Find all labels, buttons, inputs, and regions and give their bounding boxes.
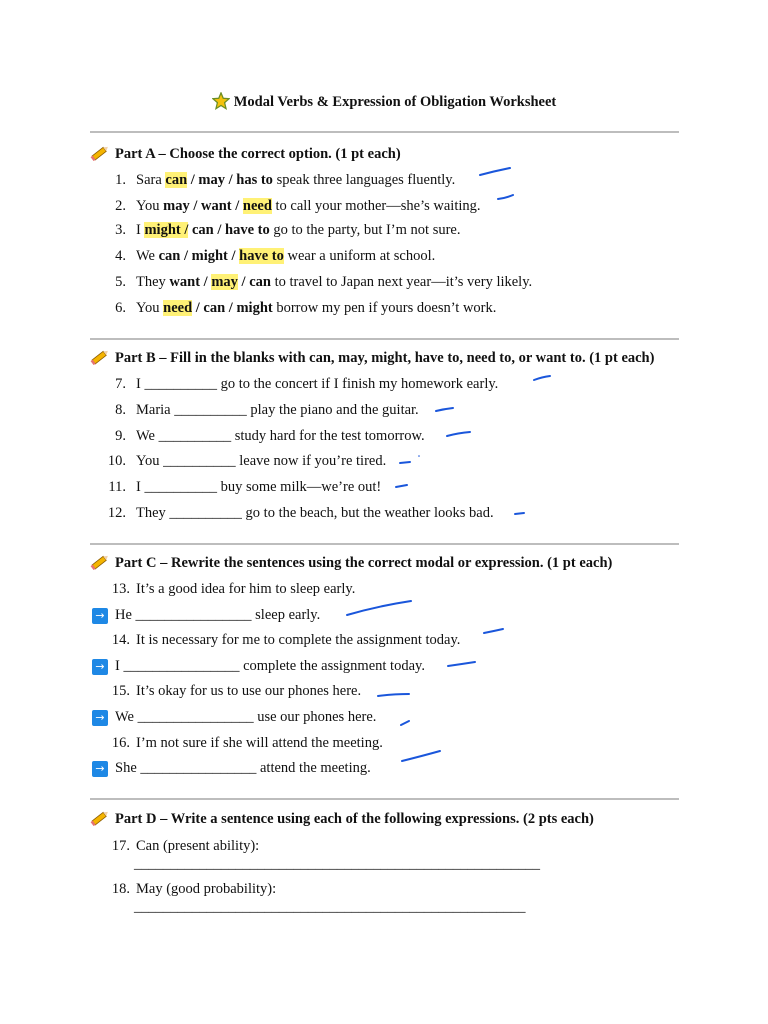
item-number: 9.: [115, 428, 126, 444]
text-segment: to call your mother—she’s waiting.: [271, 198, 481, 214]
part-d-heading-text: Part D – Write a sentence using each of the following expressions. (2 pts each): [115, 811, 594, 827]
item-text: It’s okay for us to use our phones here.: [136, 683, 362, 699]
text-segment: You: [136, 198, 164, 214]
part-b-heading: [90, 349, 654, 367]
text-segment: can / might /: [158, 248, 240, 264]
text-segment: They: [136, 274, 170, 290]
text-segment: Sara: [136, 172, 166, 188]
text-segment: You: [136, 300, 164, 316]
text-segment: / can / might: [192, 300, 273, 316]
ink-mark: [498, 195, 513, 199]
part-a-heading-text: Part A – Choose the correct option. (1 pt each): [115, 146, 401, 162]
ink-mark: [401, 721, 409, 725]
part-c-heading-text: Part C – Rewrite the sentences using the correct modal or expression. (1 pt each): [115, 555, 613, 571]
divider: [90, 338, 679, 340]
text-segment: have to: [239, 248, 284, 264]
text-segment: go to the party, but I’m not sure.: [269, 222, 461, 238]
item-number: 18.: [111, 881, 130, 897]
ink-mark: [534, 376, 550, 380]
item-number: 16.: [111, 735, 130, 751]
text-segment: / can: [237, 274, 271, 290]
part-c-heading: [90, 554, 612, 572]
item-text: I’m not sure if she will attend the meeting.: [136, 735, 383, 751]
item-text: They __________ go to the beach, but the weather looks bad.: [136, 505, 494, 521]
item-text: Maria __________ play the piano and the guitar.: [136, 402, 419, 418]
ink-mark: [480, 168, 510, 175]
text-segment: may / want /: [163, 198, 243, 214]
answer-line: He ________________ sleep early.: [115, 607, 321, 623]
answer-line: She ________________ attend the meeting.: [115, 760, 371, 776]
item-text: It’s a good idea for him to sleep early.: [136, 581, 356, 597]
text-segment: might /: [144, 222, 189, 238]
ink-dot: [418, 455, 420, 457]
ink-mark: [400, 462, 410, 463]
item-number: 14.: [111, 632, 130, 648]
star-icon: [212, 92, 230, 110]
text-segment: wear a uniform at school.: [283, 248, 436, 264]
text-segment: borrow my pen if yours doesn’t work.: [272, 300, 497, 316]
part-a-heading: [90, 145, 401, 163]
item-number: 3.: [115, 222, 126, 238]
answer-line: I ________________ complete the assignment today.: [115, 658, 425, 674]
text-segment: / may / has to: [187, 172, 273, 188]
item-number: 6.: [115, 300, 126, 316]
item-number: 11.: [108, 479, 126, 495]
item-text: We __________ study hard for the test tomorrow.: [136, 428, 425, 444]
arrow-icon: →: [92, 608, 108, 624]
ink-mark: [402, 751, 440, 761]
item-text: [136, 198, 481, 215]
text-segment: need: [242, 198, 272, 214]
item-number: 2.: [115, 198, 126, 214]
arrow-icon: →: [92, 710, 108, 726]
answer-line: ______________________________________________________: [134, 899, 526, 915]
item-text: I __________ go to the concert if I finish my homework early.: [136, 376, 499, 392]
item-number: 13.: [111, 581, 130, 597]
ink-mark: [515, 513, 524, 514]
item-text: [136, 300, 496, 317]
text-segment: may: [211, 274, 238, 290]
text-segment: can: [165, 172, 188, 188]
pencil-icon: [90, 349, 110, 365]
item-number: 17.: [111, 838, 130, 854]
item-text: I __________ buy some milk—we’re out!: [136, 479, 382, 495]
divider: [90, 543, 679, 545]
item-number: 4.: [115, 248, 126, 264]
item-text: [136, 172, 455, 189]
item-text: May (good probability):: [136, 881, 277, 897]
ink-mark: [396, 485, 407, 487]
item-text: Can (present ability):: [136, 838, 260, 854]
item-text: [136, 222, 460, 239]
item-number: 7.: [115, 376, 126, 392]
ink-mark: [436, 408, 453, 411]
item-text: It is necessary for me to complete the assignment today.: [136, 632, 461, 648]
text-segment: speak three languages fluently.: [272, 172, 456, 188]
text-segment: We: [136, 248, 159, 264]
part-d-heading: [90, 810, 594, 828]
title-text: Modal Verbs & Expression of Obligation Worksheet: [233, 94, 557, 110]
text-segment: to travel to Japan next year—it’s very likely.: [270, 274, 533, 290]
item-number: 5.: [115, 274, 126, 290]
pencil-icon: [90, 145, 110, 161]
item-text: [136, 274, 532, 291]
text-segment: want /: [169, 274, 212, 290]
text-segment: need: [163, 300, 193, 316]
ink-mark: [447, 432, 470, 436]
text-segment: can / have to: [188, 222, 270, 238]
ink-mark: [484, 629, 503, 633]
item-number: 12.: [107, 505, 126, 521]
item-text: [136, 248, 435, 265]
divider: [90, 131, 679, 133]
item-number: 15.: [111, 683, 130, 699]
text-segment: I: [136, 222, 145, 238]
arrow-icon: →: [92, 761, 108, 777]
pencil-icon: [90, 810, 110, 826]
answer-line: We ________________ use our phones here.: [115, 709, 377, 725]
answer-line: ________________________________________________________: [134, 856, 540, 872]
item-number: 8.: [115, 402, 126, 418]
pencil-icon: [90, 554, 110, 570]
worksheet-title: [0, 92, 768, 111]
item-text: You __________ leave now if you’re tired.: [136, 453, 387, 469]
part-b-heading-text: Part B – Fill in the blanks with can, may, might, have to, need to, or want to. (1 pt each): [115, 350, 655, 366]
item-number: 10.: [107, 453, 126, 469]
ink-mark: [378, 694, 409, 696]
item-number: 1.: [115, 172, 126, 188]
ink-mark: [448, 662, 475, 666]
divider: [90, 798, 679, 800]
arrow-icon: →: [92, 659, 108, 675]
ink-mark: [347, 601, 411, 615]
